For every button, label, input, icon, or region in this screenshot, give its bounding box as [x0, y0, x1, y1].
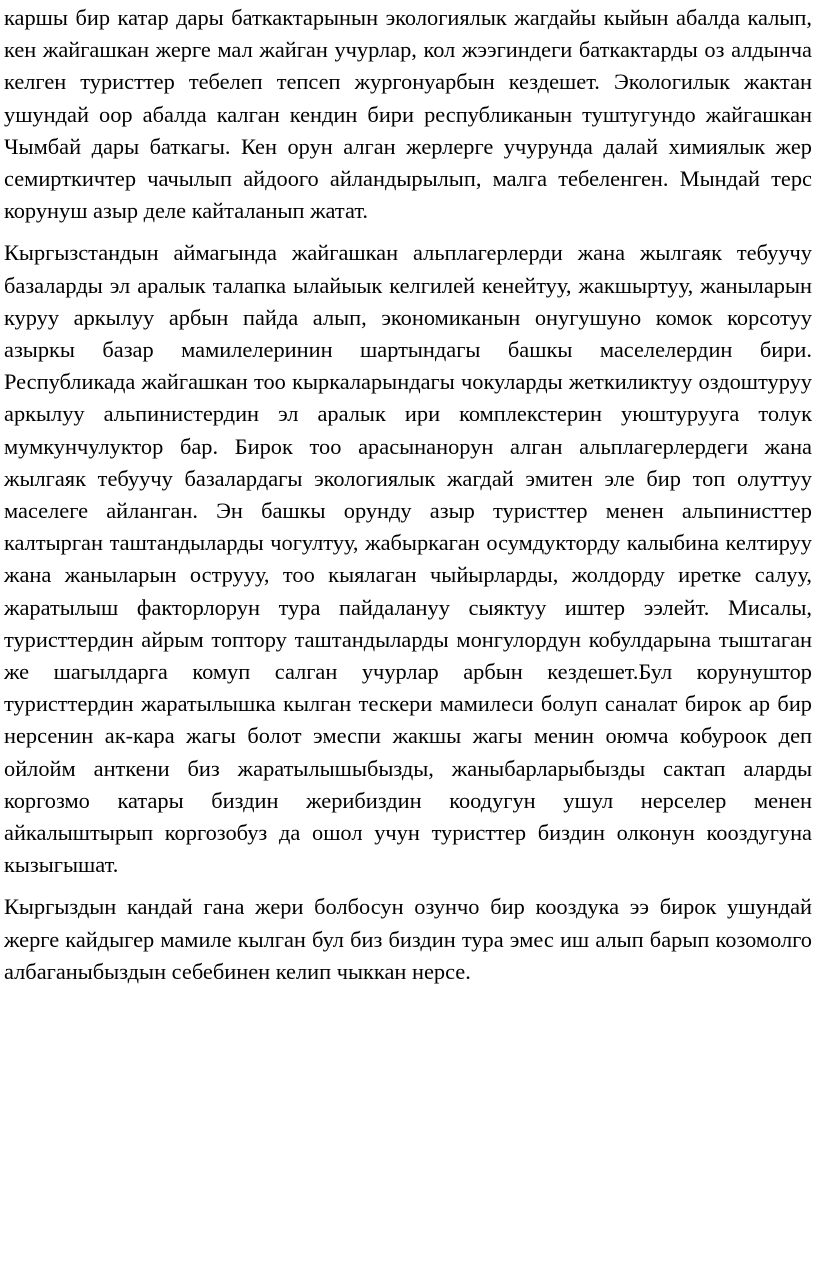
paragraph-3: Кыргыздын кандай гана жери болбосун озунчо бир кооздука ээ бирок ушундай жерге кайдыгер мамиле кылган бул биз биздин тура эмес иш алып барып козомолго албаганыбыздын себебинен келип чыккан нерсе. [4, 894, 812, 984]
document-body [4, 2, 812, 998]
paragraph-2: Кыргызстандын аймагында жайгашкан альплагерлерди жана жылгаяк тебуучу базаларды эл аралык талапка ылайыык келгилей кенейтуу, жакшыртуу, жаныларын куруу аркылуу арбын пайда алып, экономиканын онугушуно комок корсотуу азыркы базар мамилелеринин шартындагы башкы маселелердин бири. Республикада жайгашкан тоо кыркаларындагы чокуларды жеткиликтуу оздоштуруу аркылуу альпинистердин эл аралык ири комплекстерин уюштурууга толук мумкунчулуктор бар. Бирок тоо арасынанорун алган альплагерлердеги жана жылгаяк тебуучу базалардагы экологиялык жагдай эмитен эле бир топ олуттуу маселеге айланган. Эн башкы орунду азыр туристтер менен альпинисттер калтырган таштандыларды чогултуу, жабыркаган осумдукторду калыбина келтируу жана жаныларын острууу, тоо кыялаган чыйырларды, жолдорду иретке салуу, жаратылыш факторлорун тура пайдалануу сыяктуу иштер ээлейт. Мисалы, туристтердин айрым топтору таштандыларды монгулордун кобулдарына тыштаган же шагылдарга комуп салган учурлар арбын кездешет.Бул корунуштор туристтердин жаратылышка кылган тескери мамилеси болуп саналат бирок ар бир нерсенин ак-кара жагы болот эмеспи жакшы жагы менин оюмча кобуроок деп ойлойм анткени биз жаратылышыбызды, жаныбарларыбызды сактап аларды коргозмо катары биздин жерибиздин коодугун ушул нерселер менен айкалыштырып коргозобуз да ошол учун туристтер биздин олконун кооздугуна кызыгышат. [4, 240, 812, 878]
paragraph-1: каршы бир катар дары баткактарынын экологиялык жагдайы кыйын абалда калып, кен жайгашкан жерге мал жайган учурлар, кол жээгиндеги баткактарды оз алдынча келген туристтер тебелеп тепсеп жургонуарбын кездешет. Экологилык жактан ушундай оор абалда калган кендин бири республиканын туштугундо жайгашкан Чымбай дары баткагы. Кен орун алган жерлерге учурунда далай химиялык жер семирткичтер чачылып айдоого айландырылып, малга тебеленген. Мындай терс корунуш азыр деле кайталанып жатат. [4, 5, 812, 224]
